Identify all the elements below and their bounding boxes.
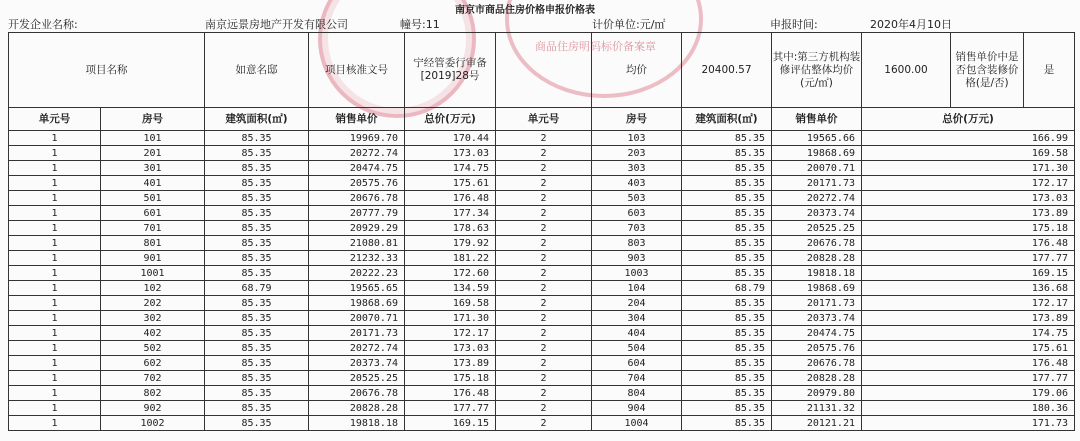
cell-price-b: 20676.78 [772, 236, 862, 251]
cell-total-a: 170.44 [405, 131, 496, 146]
cell-unit-b: 2 [496, 281, 592, 296]
header-row [0, 14, 1080, 32]
cell-unit-b: 2 [496, 161, 592, 176]
col-price-b: 销售单价 [772, 108, 862, 131]
project-name-label: 项目名称 [9, 33, 205, 108]
project-info-row [9, 33, 1075, 108]
date-label: 申报时间: [770, 18, 818, 31]
cell-total-b: 179.06 [862, 386, 1075, 401]
cell-unit-b: 2 [496, 416, 592, 431]
cell-area-b: 68.79 [682, 281, 772, 296]
cell-area-a: 85.35 [205, 161, 309, 176]
cell-room-a: 201 [101, 146, 205, 161]
col-area-a: 建筑面积(㎡) [205, 108, 309, 131]
cell-room-b: 103 [592, 131, 682, 146]
cell-price-a: 20676.78 [309, 386, 405, 401]
cell-unit-a: 1 [9, 161, 101, 176]
col-room-b: 房号 [592, 108, 682, 131]
cell-area-a: 85.35 [205, 221, 309, 236]
cell-room-a: 602 [101, 356, 205, 371]
col-area-b: 建筑面积(㎡) [682, 108, 772, 131]
cell-room-b: 203 [592, 146, 682, 161]
approval-label: 项目核准文号 [309, 33, 405, 108]
cell-total-a: 177.34 [405, 206, 496, 221]
cell-unit-a: 1 [9, 326, 101, 341]
cell-price-a: 20222.23 [309, 266, 405, 281]
title-bar [0, 0, 1080, 14]
cell-room-b: 703 [592, 221, 682, 236]
price-unit-label: 计价单位:元/㎡ [592, 18, 666, 31]
cell-price-b: 19868.69 [772, 146, 862, 161]
cell-unit-b: 2 [496, 356, 592, 371]
cell-area-a: 85.35 [205, 251, 309, 266]
cell-area-b: 85.35 [682, 386, 772, 401]
cell-total-a: 177.77 [405, 401, 496, 416]
company-value: 南京远景房地产开发有限公司 [205, 18, 348, 31]
cell-room-a: 1001 [101, 266, 205, 281]
cell-total-b: 166.99 [862, 131, 1075, 146]
cell-unit-b: 2 [496, 191, 592, 206]
cell-area-a: 85.35 [205, 266, 309, 281]
cell-total-b: 173.89 [862, 206, 1075, 221]
cell-price-a: 20070.71 [309, 311, 405, 326]
cell-area-a: 85.35 [205, 146, 309, 161]
cell-room-b: 603 [592, 206, 682, 221]
cell-price-b: 20171.73 [772, 296, 862, 311]
cell-total-a: 169.58 [405, 296, 496, 311]
cell-area-a: 85.35 [205, 236, 309, 251]
cell-total-b: 177.77 [862, 371, 1075, 386]
cell-price-a: 19565.65 [309, 281, 405, 296]
cell-room-b: 204 [592, 296, 682, 311]
decoration-label: 销售单价中是否包含装修价格(是/否) [950, 33, 1024, 107]
cell-area-a: 85.35 [205, 311, 309, 326]
cell-area-b: 85.35 [682, 221, 772, 236]
cell-area-a: 85.35 [205, 206, 309, 221]
cell-room-a: 401 [101, 176, 205, 191]
cell-total-b: 177.77 [862, 251, 1075, 266]
cell-area-a: 85.35 [205, 191, 309, 206]
cell-room-b: 1004 [592, 416, 682, 431]
cell-room-a: 702 [101, 371, 205, 386]
cell-room-a: 502 [101, 341, 205, 356]
project-name-value: 如意名邸 [205, 33, 309, 108]
cell-unit-b: 2 [496, 311, 592, 326]
cell-room-a: 202 [101, 296, 205, 311]
cell-total-b: 172.17 [862, 176, 1075, 191]
cell-total-b: 173.89 [862, 311, 1075, 326]
cell-area-b: 85.35 [682, 416, 772, 431]
cell-price-b: 20121.21 [772, 416, 862, 431]
cell-price-b: 20979.80 [772, 386, 862, 401]
cell-unit-a: 1 [9, 146, 101, 161]
date-value: 2020年4月10日 [870, 18, 952, 31]
cell-total-a: 175.18 [405, 371, 496, 386]
cell-area-a: 85.35 [205, 176, 309, 191]
cell-price-b: 19818.18 [772, 266, 862, 281]
cell-room-a: 402 [101, 326, 205, 341]
cell-total-a: 173.03 [405, 341, 496, 356]
cell-total-b: 171.30 [862, 161, 1075, 176]
cell-total-a: 176.48 [405, 191, 496, 206]
cell-room-a: 302 [101, 311, 205, 326]
cell-total-b: 176.48 [862, 236, 1075, 251]
cell-price-b: 20474.75 [772, 326, 862, 341]
cell-unit-b: 2 [496, 206, 592, 221]
cell-room-b: 704 [592, 371, 682, 386]
cell-area-b: 85.35 [682, 326, 772, 341]
cell-unit-a: 1 [9, 266, 101, 281]
cell-unit-b: 2 [496, 176, 592, 191]
cell-unit-b: 2 [496, 251, 592, 266]
cell-room-a: 301 [101, 161, 205, 176]
cell-area-a: 85.35 [205, 131, 309, 146]
cell-room-a: 601 [101, 206, 205, 221]
company-label: 开发企业名称: [8, 18, 78, 31]
cell-total-a: 172.17 [405, 326, 496, 341]
col-unit-a: 单元号 [9, 108, 101, 131]
cell-price-a: 20575.76 [309, 176, 405, 191]
cell-total-b: 169.58 [862, 146, 1075, 161]
cell-price-a: 20525.25 [309, 371, 405, 386]
cell-unit-b: 2 [496, 266, 592, 281]
cell-unit-a: 1 [9, 371, 101, 386]
cell-price-b: 21131.32 [772, 401, 862, 416]
col-room-a: 房号 [101, 108, 205, 131]
cell-room-a: 801 [101, 236, 205, 251]
price-table [8, 32, 1075, 431]
cell-total-a: 173.89 [405, 356, 496, 371]
cell-room-a: 902 [101, 401, 205, 416]
table-row [9, 191, 1075, 206]
cell-room-a: 102 [101, 281, 205, 296]
cell-price-a: 20373.74 [309, 356, 405, 371]
cell-price-a: 20777.79 [309, 206, 405, 221]
cell-price-a: 20474.75 [309, 161, 405, 176]
cell-total-a: 134.59 [405, 281, 496, 296]
cell-price-a: 19969.70 [309, 131, 405, 146]
building-label: 幢号:11 [400, 18, 440, 31]
table-row [9, 416, 1075, 431]
table-row [9, 386, 1075, 401]
cell-room-b: 1003 [592, 266, 682, 281]
cell-room-b: 404 [592, 326, 682, 341]
cell-area-b: 85.35 [682, 206, 772, 221]
cell-room-b: 904 [592, 401, 682, 416]
cell-area-b: 85.35 [682, 356, 772, 371]
cell-room-a: 701 [101, 221, 205, 236]
cell-price-a: 21232.33 [309, 251, 405, 266]
cell-area-b: 85.35 [682, 341, 772, 356]
cell-total-a: 172.60 [405, 266, 496, 281]
cell-price-b: 20070.71 [772, 161, 862, 176]
table-row [9, 296, 1075, 311]
table-row [9, 266, 1075, 281]
filing-seal-text: 商品住房明码标价备案章 [535, 40, 656, 53]
price-rows [9, 131, 1075, 431]
cell-unit-b: 2 [496, 386, 592, 401]
table-row [9, 176, 1075, 191]
cell-area-a: 85.35 [205, 326, 309, 341]
cell-room-a: 1002 [101, 416, 205, 431]
table-row [9, 311, 1075, 326]
cell-unit-b: 2 [496, 401, 592, 416]
third-party-label: 其中:第三方机构装修评估整体均价(元/㎡) [772, 33, 862, 108]
cell-unit-a: 1 [9, 236, 101, 251]
cell-total-b: 174.75 [862, 326, 1075, 341]
cell-area-b: 85.35 [682, 131, 772, 146]
cell-total-a: 176.48 [405, 386, 496, 401]
cell-room-b: 503 [592, 191, 682, 206]
cell-price-a: 20171.73 [309, 326, 405, 341]
cell-room-a: 101 [101, 131, 205, 146]
cell-price-b: 20373.74 [772, 206, 862, 221]
cell-total-b: 175.61 [862, 341, 1075, 356]
table-row [9, 131, 1075, 146]
cell-area-b: 85.35 [682, 266, 772, 281]
cell-unit-b: 2 [496, 236, 592, 251]
cell-total-a: 174.75 [405, 161, 496, 176]
table-row [9, 401, 1075, 416]
col-price-a: 销售单价 [309, 108, 405, 131]
cell-unit-b: 2 [496, 131, 592, 146]
cell-room-a: 901 [101, 251, 205, 266]
cell-total-a: 169.15 [405, 416, 496, 431]
cell-price-b: 20828.28 [772, 371, 862, 386]
cell-unit-a: 1 [9, 251, 101, 266]
col-total-b: 总价(万元) [862, 108, 1075, 131]
third-party-value: 1600.00 [884, 63, 928, 76]
cell-total-a: 179.92 [405, 236, 496, 251]
cell-unit-a: 1 [9, 176, 101, 191]
table-row [9, 281, 1075, 296]
cell-total-a: 173.03 [405, 146, 496, 161]
cell-unit-b: 2 [496, 296, 592, 311]
cell-price-b: 19565.66 [772, 131, 862, 146]
blank-cell [496, 33, 592, 108]
cell-total-b: 172.17 [862, 296, 1075, 311]
cell-area-b: 85.35 [682, 401, 772, 416]
avg-price-label: 均价 [592, 33, 682, 108]
table-row [9, 326, 1075, 341]
cell-price-b: 20272.74 [772, 191, 862, 206]
cell-area-b: 85.35 [682, 176, 772, 191]
cell-price-b: 20676.78 [772, 356, 862, 371]
cell-price-a: 20676.78 [309, 191, 405, 206]
cell-total-a: 181.22 [405, 251, 496, 266]
cell-unit-a: 1 [9, 341, 101, 356]
cell-price-b: 20575.76 [772, 341, 862, 356]
decoration-group [862, 33, 1075, 108]
cell-price-b: 20171.73 [772, 176, 862, 191]
avg-price-value: 20400.57 [682, 33, 772, 108]
cell-unit-a: 1 [9, 311, 101, 326]
table-row [9, 146, 1075, 161]
decoration-value: 是 [1043, 63, 1055, 76]
cell-price-a: 20828.28 [309, 401, 405, 416]
cell-area-a: 85.35 [205, 341, 309, 356]
cell-room-a: 802 [101, 386, 205, 401]
cell-unit-b: 2 [496, 326, 592, 341]
cell-price-b: 20525.25 [772, 221, 862, 236]
table-row [9, 161, 1075, 176]
cell-unit-a: 1 [9, 281, 101, 296]
cell-area-b: 85.35 [682, 311, 772, 326]
cell-unit-b: 2 [496, 221, 592, 236]
cell-area-b: 85.35 [682, 236, 772, 251]
cell-total-a: 175.61 [405, 176, 496, 191]
cell-area-b: 85.35 [682, 146, 772, 161]
cell-price-a: 21080.81 [309, 236, 405, 251]
cell-area-b: 85.35 [682, 296, 772, 311]
cell-price-a: 20929.29 [309, 221, 405, 236]
cell-room-b: 804 [592, 386, 682, 401]
cell-area-b: 85.35 [682, 371, 772, 386]
cell-unit-b: 2 [496, 146, 592, 161]
cell-total-b: 173.03 [862, 191, 1075, 206]
cell-total-b: 171.73 [862, 416, 1075, 431]
cell-price-a: 20272.74 [309, 341, 405, 356]
cell-total-a: 171.30 [405, 311, 496, 326]
cell-area-b: 85.35 [682, 161, 772, 176]
cell-area-b: 85.35 [682, 251, 772, 266]
cell-total-a: 178.63 [405, 221, 496, 236]
document-title: 南京市商品住房价格申报价格表 [455, 5, 595, 16]
cell-area-a: 85.35 [205, 416, 309, 431]
table-row [9, 221, 1075, 236]
cell-total-b: 136.68 [862, 281, 1075, 296]
cell-room-b: 403 [592, 176, 682, 191]
cell-area-a: 85.35 [205, 371, 309, 386]
cell-price-b: 20828.28 [772, 251, 862, 266]
cell-price-a: 19818.18 [309, 416, 405, 431]
cell-area-a: 85.35 [205, 356, 309, 371]
cell-room-b: 303 [592, 161, 682, 176]
table-row [9, 371, 1075, 386]
table-row [9, 206, 1075, 221]
cell-room-b: 504 [592, 341, 682, 356]
cell-room-b: 604 [592, 356, 682, 371]
table-row [9, 251, 1075, 266]
cell-unit-a: 1 [9, 296, 101, 311]
cell-price-b: 20373.74 [772, 311, 862, 326]
cell-unit-a: 1 [9, 416, 101, 431]
cell-area-b: 85.35 [682, 191, 772, 206]
cell-area-a: 85.35 [205, 386, 309, 401]
cell-area-a: 68.79 [205, 281, 309, 296]
cell-price-a: 20272.74 [309, 146, 405, 161]
cell-price-b: 19868.69 [772, 281, 862, 296]
cell-room-b: 104 [592, 281, 682, 296]
cell-unit-a: 1 [9, 206, 101, 221]
table-row [9, 341, 1075, 356]
cell-total-b: 175.18 [862, 221, 1075, 236]
cell-total-b: 176.48 [862, 356, 1075, 371]
cell-unit-a: 1 [9, 401, 101, 416]
cell-unit-b: 2 [496, 341, 592, 356]
cell-room-b: 903 [592, 251, 682, 266]
cell-unit-a: 1 [9, 221, 101, 236]
approval-value: 宁经管委行审备[2019]28号 [405, 33, 496, 108]
table-row [9, 356, 1075, 371]
cell-room-b: 304 [592, 311, 682, 326]
cell-unit-a: 1 [9, 356, 101, 371]
cell-total-b: 180.36 [862, 401, 1075, 416]
cell-area-a: 85.35 [205, 401, 309, 416]
col-unit-b: 单元号 [496, 108, 592, 131]
column-header-row [9, 108, 1075, 131]
col-total-a: 总价(万元) [405, 108, 496, 131]
cell-area-a: 85.35 [205, 296, 309, 311]
cell-unit-a: 1 [9, 386, 101, 401]
table-row [9, 236, 1075, 251]
cell-total-b: 169.15 [862, 266, 1075, 281]
cell-room-a: 501 [101, 191, 205, 206]
cell-unit-a: 1 [9, 191, 101, 206]
cell-room-b: 803 [592, 236, 682, 251]
cell-unit-b: 2 [496, 371, 592, 386]
cell-unit-a: 1 [9, 131, 101, 146]
cell-price-a: 19868.69 [309, 296, 405, 311]
